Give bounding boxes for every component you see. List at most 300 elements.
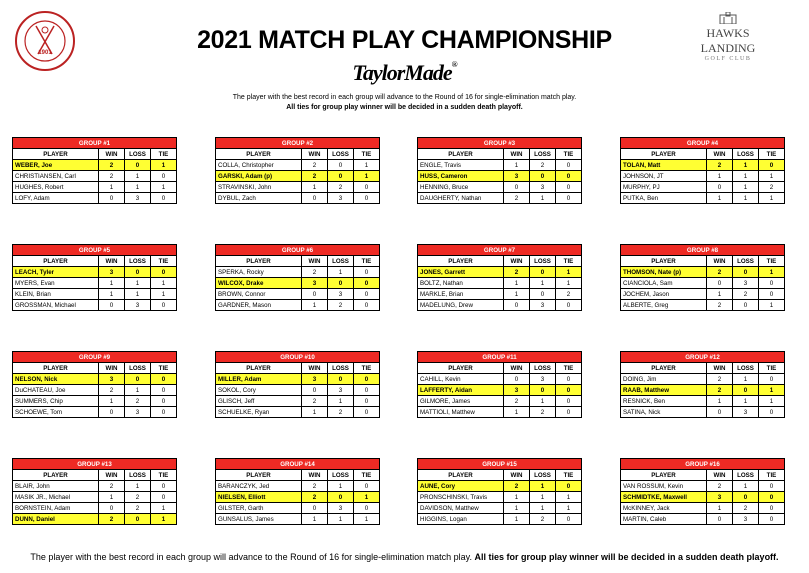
tie-col-header: TIE bbox=[354, 149, 380, 160]
loss-col-header: LOSS bbox=[733, 256, 759, 267]
player-row bbox=[216, 160, 380, 171]
player-wins: 1 bbox=[302, 407, 328, 418]
player-wins: 1 bbox=[504, 160, 530, 171]
player-name: CHRISTIANSEN, Carl bbox=[13, 171, 99, 182]
player-wins: 1 bbox=[707, 193, 733, 204]
player-losses: 1 bbox=[328, 514, 354, 525]
player-wins: 0 bbox=[302, 503, 328, 514]
player-ties: 0 bbox=[556, 374, 582, 385]
player-name: RAAB, Matthew bbox=[621, 385, 707, 396]
player-losses: 1 bbox=[125, 182, 151, 193]
player-wins: 2 bbox=[302, 171, 328, 182]
player-name: MASIK JR., Michael bbox=[13, 492, 99, 503]
player-name: DOING, Jim bbox=[621, 374, 707, 385]
player-col-header: PLAYER bbox=[216, 256, 302, 267]
player-name: NELSON, Nick bbox=[13, 374, 99, 385]
player-wins: 1 bbox=[302, 514, 328, 525]
player-ties: 0 bbox=[151, 374, 177, 385]
player-row bbox=[621, 374, 785, 385]
player-row bbox=[13, 374, 177, 385]
player-name: COLLA, Christopher bbox=[216, 160, 302, 171]
group-table bbox=[12, 137, 177, 204]
player-row bbox=[621, 503, 785, 514]
player-name: BLAIR, John bbox=[13, 481, 99, 492]
group-title: GROUP #1 bbox=[13, 138, 177, 149]
player-col-header: PLAYER bbox=[216, 363, 302, 374]
player-name: GARDNER, Mason bbox=[216, 300, 302, 311]
group-title: GROUP #10 bbox=[216, 352, 380, 363]
player-wins: 1 bbox=[99, 492, 125, 503]
player-name: GARSKI, Adam (p) bbox=[216, 171, 302, 182]
player-losses: 3 bbox=[328, 385, 354, 396]
player-row bbox=[418, 193, 582, 204]
player-row bbox=[13, 514, 177, 525]
player-wins: 2 bbox=[707, 374, 733, 385]
tie-col-header: TIE bbox=[556, 470, 582, 481]
player-name: TOLAN, Matt bbox=[621, 160, 707, 171]
player-losses: 2 bbox=[328, 407, 354, 418]
group-title: GROUP #2 bbox=[216, 138, 380, 149]
tie-col-header: TIE bbox=[151, 149, 177, 160]
player-col-header: PLAYER bbox=[13, 256, 99, 267]
player-losses: 1 bbox=[125, 385, 151, 396]
group-table bbox=[12, 244, 177, 311]
player-ties: 0 bbox=[151, 171, 177, 182]
player-name: AUNE, Cory bbox=[418, 481, 504, 492]
player-row bbox=[216, 171, 380, 182]
player-row bbox=[621, 289, 785, 300]
loss-col-header: LOSS bbox=[733, 363, 759, 374]
player-name: CAHILL, Kevin bbox=[418, 374, 504, 385]
footer-note bbox=[0, 552, 809, 562]
player-wins: 0 bbox=[302, 385, 328, 396]
player-row bbox=[418, 407, 582, 418]
player-losses: 1 bbox=[328, 267, 354, 278]
player-losses: 3 bbox=[328, 289, 354, 300]
player-name: SPERKA, Rocky bbox=[216, 267, 302, 278]
player-wins: 2 bbox=[302, 160, 328, 171]
player-ties: 1 bbox=[759, 171, 785, 182]
player-wins: 1 bbox=[504, 407, 530, 418]
player-col-header: PLAYER bbox=[621, 363, 707, 374]
player-row bbox=[13, 503, 177, 514]
player-row bbox=[13, 267, 177, 278]
win-col-header: WIN bbox=[504, 470, 530, 481]
player-name: MURPHY, PJ bbox=[621, 182, 707, 193]
player-losses: 1 bbox=[733, 481, 759, 492]
player-row bbox=[418, 171, 582, 182]
player-losses: 1 bbox=[530, 193, 556, 204]
player-wins: 1 bbox=[707, 171, 733, 182]
win-col-header: WIN bbox=[504, 149, 530, 160]
win-col-header: WIN bbox=[504, 256, 530, 267]
player-name: HUGHES, Robert bbox=[13, 182, 99, 193]
player-name: GILMORE, James bbox=[418, 396, 504, 407]
player-row bbox=[216, 396, 380, 407]
group-table bbox=[215, 244, 380, 311]
player-ties: 0 bbox=[151, 407, 177, 418]
player-losses: 0 bbox=[328, 171, 354, 182]
player-losses: 1 bbox=[733, 193, 759, 204]
player-ties: 0 bbox=[151, 300, 177, 311]
player-name: JOHNSON, JT bbox=[621, 171, 707, 182]
tie-col-header: TIE bbox=[556, 256, 582, 267]
tie-col-header: TIE bbox=[354, 470, 380, 481]
player-row bbox=[13, 396, 177, 407]
player-row bbox=[216, 289, 380, 300]
player-ties: 1 bbox=[151, 514, 177, 525]
player-losses: 3 bbox=[328, 503, 354, 514]
player-col-header: PLAYER bbox=[216, 149, 302, 160]
group-table bbox=[417, 244, 582, 311]
player-ties: 0 bbox=[151, 396, 177, 407]
player-row bbox=[216, 481, 380, 492]
player-losses: 0 bbox=[530, 289, 556, 300]
player-wins: 0 bbox=[707, 514, 733, 525]
player-losses: 3 bbox=[125, 193, 151, 204]
player-losses: 0 bbox=[125, 514, 151, 525]
player-row bbox=[216, 514, 380, 525]
player-row bbox=[13, 300, 177, 311]
player-ties: 0 bbox=[151, 492, 177, 503]
player-ties: 0 bbox=[759, 514, 785, 525]
logo-line-landing: LANDING bbox=[700, 41, 756, 55]
player-ties: 0 bbox=[759, 160, 785, 171]
player-losses: 1 bbox=[530, 396, 556, 407]
player-ties: 1 bbox=[354, 492, 380, 503]
player-name: GLISCH, Jeff bbox=[216, 396, 302, 407]
player-ties: 0 bbox=[759, 503, 785, 514]
player-losses: 2 bbox=[125, 492, 151, 503]
player-name: GUNSALUS, James bbox=[216, 514, 302, 525]
player-name: KLEIN, Brian bbox=[13, 289, 99, 300]
player-wins: 1 bbox=[504, 289, 530, 300]
player-name: LEACH, Tyler bbox=[13, 267, 99, 278]
player-wins: 0 bbox=[504, 300, 530, 311]
player-row bbox=[418, 300, 582, 311]
player-losses: 1 bbox=[733, 171, 759, 182]
player-losses: 0 bbox=[328, 492, 354, 503]
player-losses: 3 bbox=[530, 182, 556, 193]
player-col-header: PLAYER bbox=[621, 149, 707, 160]
player-name: BOLTZ, Nathan bbox=[418, 278, 504, 289]
player-row bbox=[13, 385, 177, 396]
player-row bbox=[216, 300, 380, 311]
player-name: JOCHEM, Jason bbox=[621, 289, 707, 300]
player-name: JONES, Garrett bbox=[418, 267, 504, 278]
player-wins: 3 bbox=[707, 492, 733, 503]
player-row bbox=[13, 193, 177, 204]
player-row bbox=[621, 492, 785, 503]
player-ties: 1 bbox=[556, 267, 582, 278]
player-wins: 1 bbox=[302, 300, 328, 311]
player-ties: 0 bbox=[556, 385, 582, 396]
advance-note: The player with the best record in each group will advance to the Round of 16 for single-elimination match play. bbox=[232, 94, 577, 101]
tie-col-header: TIE bbox=[556, 363, 582, 374]
player-row bbox=[216, 385, 380, 396]
player-name: BORNSTEIN, Adam bbox=[13, 503, 99, 514]
player-wins: 1 bbox=[707, 289, 733, 300]
player-ties: 0 bbox=[759, 407, 785, 418]
player-losses: 0 bbox=[733, 492, 759, 503]
logo-line-golf-club: GOLF CLUB bbox=[704, 56, 752, 62]
player-wins: 2 bbox=[707, 300, 733, 311]
player-name: DuCHATEAU, Joe bbox=[13, 385, 99, 396]
player-losses: 1 bbox=[125, 289, 151, 300]
win-col-header: WIN bbox=[302, 470, 328, 481]
player-row bbox=[216, 193, 380, 204]
player-wins: 2 bbox=[99, 514, 125, 525]
win-col-header: WIN bbox=[99, 256, 125, 267]
player-losses: 1 bbox=[733, 374, 759, 385]
player-losses: 0 bbox=[328, 160, 354, 171]
player-losses: 3 bbox=[328, 193, 354, 204]
player-name: MYERS, Evan bbox=[13, 278, 99, 289]
group-table bbox=[620, 458, 785, 525]
player-row bbox=[418, 492, 582, 503]
player-ties: 0 bbox=[354, 289, 380, 300]
player-losses: 2 bbox=[125, 396, 151, 407]
player-ties: 0 bbox=[556, 171, 582, 182]
player-wins: 1 bbox=[99, 396, 125, 407]
win-col-header: WIN bbox=[99, 470, 125, 481]
player-row bbox=[621, 481, 785, 492]
seal-year: 1901 bbox=[38, 50, 52, 56]
player-row bbox=[621, 514, 785, 525]
group-table bbox=[12, 351, 177, 418]
group-title: GROUP #16 bbox=[621, 459, 785, 470]
loss-col-header: LOSS bbox=[125, 363, 151, 374]
player-row bbox=[621, 171, 785, 182]
tie-col-header: TIE bbox=[759, 363, 785, 374]
player-wins: 2 bbox=[302, 492, 328, 503]
group-table bbox=[215, 458, 380, 525]
player-ties: 0 bbox=[354, 385, 380, 396]
player-name: WEBER, Joe bbox=[13, 160, 99, 171]
tie-col-header: TIE bbox=[151, 470, 177, 481]
player-name: DAVIDSON, Matthew bbox=[418, 503, 504, 514]
player-row bbox=[418, 396, 582, 407]
player-wins: 1 bbox=[707, 396, 733, 407]
player-col-header: PLAYER bbox=[13, 470, 99, 481]
win-col-header: WIN bbox=[707, 149, 733, 160]
group-title: GROUP #13 bbox=[13, 459, 177, 470]
loss-col-header: LOSS bbox=[733, 149, 759, 160]
group-title: GROUP #11 bbox=[418, 352, 582, 363]
player-wins: 1 bbox=[99, 182, 125, 193]
player-row bbox=[216, 407, 380, 418]
group-table bbox=[417, 458, 582, 525]
player-wins: 0 bbox=[302, 193, 328, 204]
player-wins: 2 bbox=[99, 481, 125, 492]
player-wins: 1 bbox=[707, 503, 733, 514]
player-wins: 1 bbox=[99, 289, 125, 300]
player-name: SCHUELKE, Ryan bbox=[216, 407, 302, 418]
player-name: HUSS, Cameron bbox=[418, 171, 504, 182]
player-losses: 1 bbox=[328, 396, 354, 407]
player-losses: 0 bbox=[733, 385, 759, 396]
player-row bbox=[621, 300, 785, 311]
player-losses: 1 bbox=[733, 396, 759, 407]
player-ties: 0 bbox=[759, 374, 785, 385]
player-row bbox=[216, 267, 380, 278]
player-wins: 2 bbox=[302, 267, 328, 278]
player-wins: 0 bbox=[99, 503, 125, 514]
player-ties: 0 bbox=[556, 160, 582, 171]
player-row bbox=[621, 182, 785, 193]
player-row bbox=[621, 407, 785, 418]
player-ties: 1 bbox=[759, 267, 785, 278]
player-name: RESNICK, Ben bbox=[621, 396, 707, 407]
player-row bbox=[13, 492, 177, 503]
player-wins: 0 bbox=[504, 374, 530, 385]
player-row bbox=[621, 278, 785, 289]
player-ties: 1 bbox=[759, 396, 785, 407]
loss-col-header: LOSS bbox=[125, 149, 151, 160]
player-wins: 0 bbox=[707, 407, 733, 418]
tie-col-header: TIE bbox=[354, 363, 380, 374]
player-ties: 0 bbox=[556, 193, 582, 204]
player-ties: 1 bbox=[556, 278, 582, 289]
player-name: PUTKA, Ben bbox=[621, 193, 707, 204]
player-ties: 0 bbox=[354, 374, 380, 385]
player-ties: 1 bbox=[151, 182, 177, 193]
player-ties: 1 bbox=[151, 278, 177, 289]
page-title: 2021 MATCH PLAY CHAMPIONSHIP bbox=[197, 26, 612, 54]
player-row bbox=[216, 278, 380, 289]
player-wins: 3 bbox=[504, 171, 530, 182]
player-row bbox=[418, 267, 582, 278]
group-table bbox=[215, 351, 380, 418]
player-name: MARTIN, Caleb bbox=[621, 514, 707, 525]
group-title: GROUP #6 bbox=[216, 245, 380, 256]
loss-col-header: LOSS bbox=[125, 256, 151, 267]
player-row bbox=[13, 182, 177, 193]
player-name: GROSSMAN, Michael bbox=[13, 300, 99, 311]
player-name: ALBERTE, Greg bbox=[621, 300, 707, 311]
tie-note: All ties for group play winner will be decided in a sudden death playoff. bbox=[286, 104, 523, 111]
player-name: MILLER, Adam bbox=[216, 374, 302, 385]
player-losses: 0 bbox=[530, 385, 556, 396]
win-col-header: WIN bbox=[302, 256, 328, 267]
player-losses: 1 bbox=[733, 182, 759, 193]
player-ties: 0 bbox=[354, 182, 380, 193]
player-losses: 2 bbox=[530, 514, 556, 525]
player-row bbox=[13, 289, 177, 300]
player-ties: 1 bbox=[759, 193, 785, 204]
player-row bbox=[621, 385, 785, 396]
player-wins: 1 bbox=[504, 278, 530, 289]
player-row bbox=[418, 385, 582, 396]
player-ties: 0 bbox=[759, 481, 785, 492]
player-losses: 1 bbox=[125, 171, 151, 182]
loss-col-header: LOSS bbox=[530, 363, 556, 374]
player-losses: 1 bbox=[530, 492, 556, 503]
player-name: THOMSON, Nate (p) bbox=[621, 267, 707, 278]
player-ties: 0 bbox=[556, 514, 582, 525]
player-wins: 2 bbox=[99, 160, 125, 171]
player-name: DYBUL, Zach bbox=[216, 193, 302, 204]
player-losses: 2 bbox=[733, 289, 759, 300]
player-col-header: PLAYER bbox=[621, 256, 707, 267]
player-ties: 1 bbox=[354, 160, 380, 171]
player-name: GILSTER, Garth bbox=[216, 503, 302, 514]
player-name: VAN ROSSUM, Kevin bbox=[621, 481, 707, 492]
player-ties: 2 bbox=[556, 289, 582, 300]
group-title: GROUP #8 bbox=[621, 245, 785, 256]
player-ties: 0 bbox=[759, 278, 785, 289]
player-col-header: PLAYER bbox=[621, 470, 707, 481]
player-losses: 2 bbox=[733, 503, 759, 514]
player-wins: 0 bbox=[707, 278, 733, 289]
player-row bbox=[13, 160, 177, 171]
player-ties: 0 bbox=[556, 407, 582, 418]
player-wins: 0 bbox=[99, 193, 125, 204]
player-ties: 0 bbox=[759, 492, 785, 503]
player-name: ENGLE, Travis bbox=[418, 160, 504, 171]
group-table bbox=[215, 137, 380, 204]
player-name: LAFFERTY, Aidan bbox=[418, 385, 504, 396]
player-ties: 0 bbox=[556, 396, 582, 407]
win-col-header: WIN bbox=[302, 363, 328, 374]
player-name: MADELUNG, Drew bbox=[418, 300, 504, 311]
player-ties: 0 bbox=[151, 193, 177, 204]
player-wins: 2 bbox=[707, 160, 733, 171]
group-table bbox=[12, 458, 177, 525]
loss-col-header: LOSS bbox=[328, 363, 354, 374]
win-col-header: WIN bbox=[99, 149, 125, 160]
group-title: GROUP #3 bbox=[418, 138, 582, 149]
player-losses: 3 bbox=[530, 374, 556, 385]
player-col-header: PLAYER bbox=[13, 149, 99, 160]
player-losses: 1 bbox=[530, 278, 556, 289]
footer-advance-text: The player with the best record in each group will advance to the Round of 16 for single-elimination match play. bbox=[30, 552, 472, 562]
player-row bbox=[13, 278, 177, 289]
player-wins: 2 bbox=[302, 396, 328, 407]
loss-col-header: LOSS bbox=[125, 470, 151, 481]
player-losses: 2 bbox=[530, 160, 556, 171]
player-col-header: PLAYER bbox=[13, 363, 99, 374]
player-wins: 2 bbox=[707, 385, 733, 396]
player-losses: 1 bbox=[328, 481, 354, 492]
player-col-header: PLAYER bbox=[418, 470, 504, 481]
player-name: SCHOEWE, Tom bbox=[13, 407, 99, 418]
player-name: HENNING, Bruce bbox=[418, 182, 504, 193]
player-col-header: PLAYER bbox=[418, 256, 504, 267]
player-wins: 2 bbox=[99, 385, 125, 396]
player-losses: 2 bbox=[125, 503, 151, 514]
player-losses: 3 bbox=[733, 278, 759, 289]
player-losses: 0 bbox=[530, 267, 556, 278]
tie-col-header: TIE bbox=[354, 256, 380, 267]
player-ties: 0 bbox=[354, 481, 380, 492]
player-name: McKINNEY, Jack bbox=[621, 503, 707, 514]
player-name: LOFY, Adam bbox=[13, 193, 99, 204]
player-ties: 2 bbox=[759, 182, 785, 193]
clubhouse-icon bbox=[718, 12, 738, 24]
player-losses: 0 bbox=[733, 267, 759, 278]
player-ties: 1 bbox=[354, 514, 380, 525]
loss-col-header: LOSS bbox=[530, 470, 556, 481]
player-wins: 1 bbox=[99, 278, 125, 289]
player-wins: 1 bbox=[504, 514, 530, 525]
player-name: STRAVINSKI, John bbox=[216, 182, 302, 193]
sponsor-name: TaylorMade bbox=[352, 60, 452, 85]
player-wins: 3 bbox=[99, 267, 125, 278]
group-table bbox=[620, 137, 785, 204]
loss-col-header: LOSS bbox=[328, 470, 354, 481]
tie-col-header: TIE bbox=[151, 363, 177, 374]
